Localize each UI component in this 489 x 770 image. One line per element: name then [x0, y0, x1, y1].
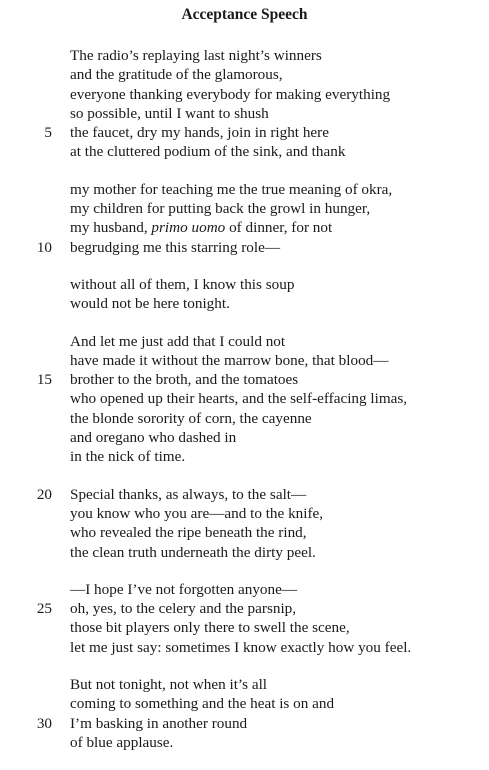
line-text: begrudging me this starring role— — [70, 238, 281, 256]
poem-line — [0, 370, 489, 389]
poem-line — [0, 447, 489, 466]
line-number: 5 — [44, 124, 52, 142]
line-number: 15 — [36, 371, 52, 389]
line-text: Special thanks, as always, to the salt— — [70, 485, 307, 503]
poem-line — [0, 238, 489, 257]
stanza — [0, 580, 489, 657]
poem-line — [0, 180, 489, 199]
poem-line — [0, 104, 489, 123]
poem-line — [0, 504, 489, 523]
poem-line — [0, 599, 489, 618]
poem-line — [0, 694, 489, 713]
poem-line — [0, 543, 489, 562]
line-text: brother to the broth, and the tomatoes — [70, 371, 299, 389]
line-text — [70, 218, 332, 237]
poem-line — [0, 199, 489, 218]
line-text: and the gratitude of the glamorous, — [70, 66, 283, 84]
line-text: at the cluttered podium of the sink, and thank — [70, 143, 346, 161]
line-text: The radio’s replaying last night’s winners — [70, 47, 322, 64]
line-text: would not be here tonight. — [70, 295, 230, 313]
line-number: 30 — [36, 714, 52, 732]
poem-line — [0, 733, 489, 752]
line-text: coming to something and the heat is on and — [70, 695, 335, 713]
poem-line — [0, 523, 489, 542]
stanza — [0, 46, 489, 162]
poem-line — [0, 485, 489, 504]
poem-line — [0, 428, 489, 447]
poem-line — [0, 389, 489, 408]
line-text: my mother for teaching me the true meaning of okra, — [70, 180, 393, 198]
line-text: have made it without the marrow bone, that blood— — [70, 351, 389, 369]
poem-body — [0, 46, 489, 770]
line-text: so possible, until I want to shush — [70, 104, 269, 122]
stanza — [0, 275, 489, 314]
line-number: 20 — [36, 485, 52, 503]
poem-line — [0, 275, 489, 294]
italic-phrase: primo uomo — [151, 219, 226, 237]
poem-line — [0, 46, 489, 65]
line-text: without all of them, I know this soup — [70, 275, 295, 293]
line-text: let me just say: sometimes I know exactly how you feel. — [70, 638, 412, 656]
line-text: —I hope I’ve not forgotten anyone— — [70, 580, 298, 598]
line-text: oh, yes, to the celery and the parsnip, — [70, 600, 297, 618]
poem-line — [0, 218, 489, 237]
line-text: who opened up their hearts, and the self-effacing limas, — [70, 390, 408, 408]
poem-line — [0, 409, 489, 428]
poem-line — [0, 65, 489, 84]
poem-line — [0, 675, 489, 694]
line-number: 25 — [36, 600, 52, 618]
stanza — [0, 180, 489, 257]
line-text: who revealed the ripe beneath the rind, — [70, 524, 307, 542]
line-text: my children for putting back the growl in hunger, — [70, 200, 371, 218]
line-text: of blue applause. — [70, 733, 174, 751]
line-number: 10 — [36, 238, 52, 256]
poem-line — [0, 351, 489, 370]
line-text: you know who you are—and to the knife, — [70, 504, 324, 522]
line-text: those bit players only there to swell the scene, — [70, 619, 350, 637]
line-text-segment: my husband, — [70, 219, 152, 237]
line-text: the clean truth underneath the dirty peel. — [70, 543, 316, 561]
poem-line — [0, 332, 489, 351]
line-text: in the nick of time. — [70, 448, 186, 466]
poem-line — [0, 123, 489, 142]
poem-line — [0, 618, 489, 637]
poem-line — [0, 714, 489, 733]
poem-line — [0, 85, 489, 104]
line-text: And let me just add that I could not — [70, 332, 286, 350]
poem-line — [0, 638, 489, 657]
poem-line — [0, 294, 489, 313]
line-text: and oregano who dashed in — [70, 429, 237, 447]
poem-line — [0, 142, 489, 161]
line-text-segment: of dinner, for not — [225, 219, 333, 237]
stanza — [0, 332, 489, 467]
line-text: the blonde sorority of corn, the cayenne — [70, 409, 312, 427]
poem-title: Acceptance Speech — [181, 6, 308, 23]
line-text: the faucet, dry my hands, join in right here — [70, 124, 329, 142]
line-text: everyone thanking everybody for making everything — [70, 85, 391, 103]
stanza — [0, 485, 489, 562]
stanza — [0, 675, 489, 752]
line-text: I’m basking in another round — [70, 714, 248, 732]
poem-line — [0, 580, 489, 599]
line-text: But not tonight, not when it’s all — [70, 676, 268, 694]
